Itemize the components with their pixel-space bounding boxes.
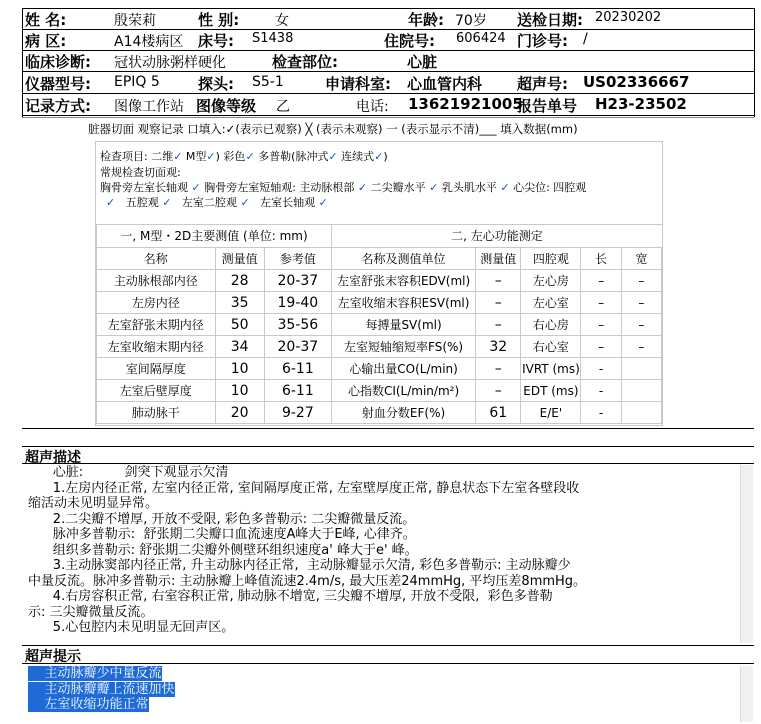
views-line-2: ✓ 五腔观 ✓ 左室二腔观 ✓ 左室长轴观 ✓ — [106, 196, 328, 209]
ward-value: A14楼病区 — [114, 34, 184, 50]
column-header: 名称及测值单位 — [332, 248, 476, 270]
row-label: 室间隔厚度 — [97, 358, 216, 380]
lv-function-table — [331, 247, 662, 424]
exam-value: 心脏 — [407, 53, 438, 71]
table-row — [97, 314, 332, 336]
device-label: 仪器型号: — [25, 75, 91, 93]
cell-value[interactable]: 35-56 — [264, 314, 331, 336]
cell-value[interactable]: E/E' — [521, 402, 581, 424]
column-header: 宽 — [621, 248, 661, 270]
gender-label: 性 别: — [198, 11, 240, 29]
row-label: 心指数CI(L/min/m²) — [332, 380, 476, 402]
description-line: 4.右房容积正常, 右室容积正常, 肺动脉不增宽, 三尖瓣不增厚, 开放不受限, 彩色多普勒 — [28, 589, 553, 604]
cell-value[interactable]: 右心室 — [521, 336, 581, 358]
check-icon[interactable]: ✓ — [374, 150, 384, 163]
ward-label: 病 区: — [25, 32, 67, 50]
age-value: 70岁 — [455, 13, 487, 29]
cell-value[interactable]: 28 — [215, 270, 264, 292]
exam-items-line: 检查项目: 二维✓ M型✓) 彩色✓ 多普勒(脉冲式✓ 连续式✓) — [100, 150, 388, 163]
us-no-value: US02336667 — [583, 73, 690, 91]
description-line: 5.心包腔内未见明显无回声区。 — [28, 620, 235, 635]
age-label: 年龄: — [408, 11, 444, 29]
cell-value[interactable]: 9-27 — [264, 402, 331, 424]
check-icon[interactable]: ✓ — [245, 150, 255, 163]
row-label: 左室舒张末容积EDV(ml) — [332, 270, 476, 292]
table-row — [97, 270, 332, 292]
row-label: 射血分数EF(%) — [332, 402, 476, 424]
conclusion-line: 左室收缩功能正常 — [28, 697, 149, 712]
table-row — [332, 314, 662, 336]
cell-value[interactable]: – — [476, 358, 521, 380]
bed-label: 床号: — [198, 32, 234, 50]
cell-value[interactable]: 20 — [215, 402, 264, 424]
cell-value[interactable]: – — [581, 270, 621, 292]
description-title: 超声描述 — [25, 450, 81, 466]
table-header-row — [97, 248, 332, 270]
column-header: 四腔观 — [521, 248, 581, 270]
clinic-label: 门诊号: — [517, 32, 568, 50]
description-line: 1.左房内径正常, 左室内径正常, 室间隔厚度正常, 左室壁厚度正常, 静息状态下左室各壁段收 — [28, 480, 580, 496]
check-icon[interactable]: ✓ — [191, 181, 201, 194]
measurement-panel — [95, 141, 663, 426]
cell-value[interactable] — [621, 380, 661, 402]
row-label: 左室后壁厚度 — [97, 380, 216, 402]
name-value: 殷荣莉 — [114, 13, 156, 29]
cell-value[interactable]: – — [621, 314, 661, 336]
row-label: 每搏量SV(ml) — [332, 314, 476, 336]
clinic-value: / — [583, 31, 588, 47]
m-mode-table — [96, 247, 332, 424]
cell-value[interactable]: EDT (ms) — [521, 380, 581, 402]
name-label: 姓 名: — [25, 11, 67, 29]
check-icon[interactable]: ✓ — [328, 150, 338, 163]
row-label: 左室短轴缩短率FS(%) — [332, 336, 476, 358]
gender-value: 女 — [275, 13, 289, 29]
description-textarea[interactable] — [22, 465, 760, 643]
grade-label: 图像等级 — [196, 97, 257, 115]
check-icon[interactable]: ✓ — [162, 196, 172, 209]
cell-value[interactable]: – — [476, 292, 521, 314]
description-line: 缩活动未见明显异常。 — [28, 496, 159, 511]
probe-value: S5-1 — [252, 74, 284, 90]
bed-value: S1438 — [252, 31, 294, 46]
check-icon[interactable]: ✓ — [173, 150, 183, 163]
conclusion-scrollbar[interactable] — [740, 666, 753, 722]
phone-value: 13621921005 — [408, 95, 523, 113]
cell-value[interactable]: – — [581, 292, 621, 314]
phone-label: 电话: — [356, 99, 389, 115]
row-label: 左室收缩末容积ESV(ml) — [332, 292, 476, 314]
column-header: 测量值 — [476, 248, 521, 270]
table1-title: 一, M型・2D主要测值 (单位: mm) — [96, 224, 332, 248]
admission-label: 住院号: — [384, 32, 435, 50]
description-line: 3.主动脉窦部内径正常, 升主动脉内径正常, 主动脉瓣显示欠清, 彩色多普勒示: 主动脉瓣少 — [28, 558, 571, 573]
cell-value[interactable]: 10 — [215, 358, 264, 380]
cell-value[interactable]: – — [581, 336, 621, 358]
routine-views-label: 常规检查切面观: — [100, 166, 181, 179]
cell-value[interactable]: 61 — [476, 402, 521, 424]
cell-value[interactable]: - — [581, 358, 621, 380]
column-header: 参考值 — [264, 248, 331, 270]
grade-value: 乙 — [276, 99, 290, 115]
check-icon[interactable]: ✓ — [106, 196, 116, 209]
table-row — [332, 292, 662, 314]
cell-value[interactable]: – — [476, 380, 521, 402]
device-value: EPIQ 5 — [114, 74, 160, 90]
check-icon[interactable]: ✓ — [318, 196, 328, 209]
observation-legend: 脏器切面 观察记录 口填入:✓(表示已观察) ╳ (表示未观察) 一 (表示显示不清)___ 填入数据(mm) — [88, 122, 578, 136]
cell-value[interactable]: 左心房 — [521, 270, 581, 292]
column-header: 测量值 — [215, 248, 264, 270]
description-line: 示: 三尖瓣微量反流。 — [28, 604, 154, 620]
description-line: 中量反流。脉冲多普勒示: 主动脉瓣上峰值流速2.4m/s, 最大压差24mmHg, 平均压差8mmHg。 — [28, 573, 587, 589]
date-value: 20230202 — [595, 10, 662, 25]
description-line: 组织多普勒示: 舒张期二尖瓣外侧壁环组织速度a' 峰大于e' 峰。 — [28, 542, 418, 558]
row-label: 主动脉根部内径 — [97, 270, 216, 292]
table-row — [97, 402, 332, 424]
cell-value[interactable]: – — [476, 314, 521, 336]
description-line: 心脏: 剑突下观显示欠清 — [28, 465, 229, 480]
cell-value[interactable]: 6-11 — [264, 358, 331, 380]
cell-value[interactable]: 20-37 — [264, 270, 331, 292]
table-row — [332, 402, 662, 424]
dept-value: 心血管内科 — [407, 75, 483, 93]
probe-label: 探头: — [198, 75, 234, 93]
cell-value[interactable]: – — [621, 270, 661, 292]
cell-value[interactable]: 35 — [215, 292, 264, 314]
cell-value[interactable]: – — [621, 336, 661, 358]
conclusion-textarea[interactable] — [22, 666, 760, 722]
cell-value[interactable]: 6-11 — [264, 380, 331, 402]
cell-value[interactable] — [621, 402, 661, 424]
table-row — [97, 336, 332, 358]
description-line: 脉冲多普勒示: 舒张期二尖瓣口血流速度A峰大于E峰, 心律齐。 — [28, 527, 416, 542]
conclusion-line: 主动脉瓣少中量反流 — [28, 666, 162, 681]
check-icon[interactable]: ✓ — [357, 181, 368, 194]
table-row — [332, 358, 662, 380]
cell-value[interactable]: 50 — [215, 314, 264, 336]
table-row — [332, 336, 662, 358]
table-row — [332, 270, 662, 292]
cell-value[interactable]: IVRT (ms) — [521, 358, 581, 380]
cell-value[interactable]: 19-40 — [264, 292, 331, 314]
cell-value[interactable]: 20-37 — [264, 336, 331, 358]
check-icon[interactable]: ✓ — [500, 181, 510, 194]
row-label: 肺动脉干 — [97, 402, 216, 424]
row-label: 左房内径 — [97, 292, 216, 314]
report-value: H23-23502 — [595, 95, 687, 113]
check-icon[interactable]: ✓ — [206, 150, 216, 163]
table-row — [97, 292, 332, 314]
cell-value[interactable]: 10 — [215, 380, 264, 402]
diagnosis-value: 冠状动脉粥样硬化 — [114, 55, 226, 71]
column-header: 名称 — [97, 248, 216, 270]
table2-title: 二, 左心功能测定 — [331, 224, 663, 248]
cell-value[interactable]: – — [581, 314, 621, 336]
cell-value[interactable]: – — [621, 292, 661, 314]
cell-value[interactable] — [621, 358, 661, 380]
views-line-1: 胸骨旁左室长轴观 ✓ 胸骨旁左室短轴观: 主动脉根部 ✓ 二尖瓣水平 ✓ 乳头肌水平 ✓ 心尖位: 四腔观 — [100, 181, 587, 194]
date-label: 送检日期: — [517, 11, 583, 29]
cell-value[interactable]: 左心室 — [521, 292, 581, 314]
record-value: 图像工作站 — [114, 99, 184, 115]
cell-value[interactable]: – — [476, 270, 521, 292]
column-header: 长 — [581, 248, 621, 270]
description-line: 2.二尖瓣不增厚, 开放不受限, 彩色多普勒示: 二尖瓣微量反流。 — [28, 511, 416, 527]
report-label: 报告单号 — [517, 97, 578, 115]
row-label: 左室舒张末期内径 — [97, 314, 216, 336]
exam-label: 检查部位: — [272, 53, 338, 71]
admission-value: 606424 — [456, 31, 506, 46]
row-label: 左室收缩末期内径 — [97, 336, 216, 358]
conclusion-title: 超声提示 — [25, 649, 81, 665]
dept-label: 申请科室: — [325, 75, 391, 93]
table-row — [97, 358, 332, 380]
us-no-label: 超声号: — [517, 75, 568, 93]
check-icon[interactable]: ✓ — [429, 181, 439, 194]
conclusion-line: 主动脉瓣瓣上流速加快 — [28, 681, 175, 697]
cell-value[interactable]: - — [581, 380, 621, 402]
check-icon[interactable]: ✓ — [240, 196, 250, 209]
description-scrollbar[interactable] — [740, 465, 753, 643]
record-label: 记录方式: — [25, 97, 91, 115]
diagnosis-label: 临床诊断: — [25, 53, 91, 71]
table-row — [97, 380, 332, 402]
cell-value[interactable]: 32 — [476, 336, 521, 358]
cell-value[interactable]: 34 — [215, 336, 264, 358]
table-header-row — [332, 248, 662, 270]
cell-value[interactable]: - — [581, 402, 621, 424]
cell-value[interactable]: 右心房 — [521, 314, 581, 336]
table-row — [332, 380, 662, 402]
row-label: 心输出量CO(L/min) — [332, 358, 476, 380]
